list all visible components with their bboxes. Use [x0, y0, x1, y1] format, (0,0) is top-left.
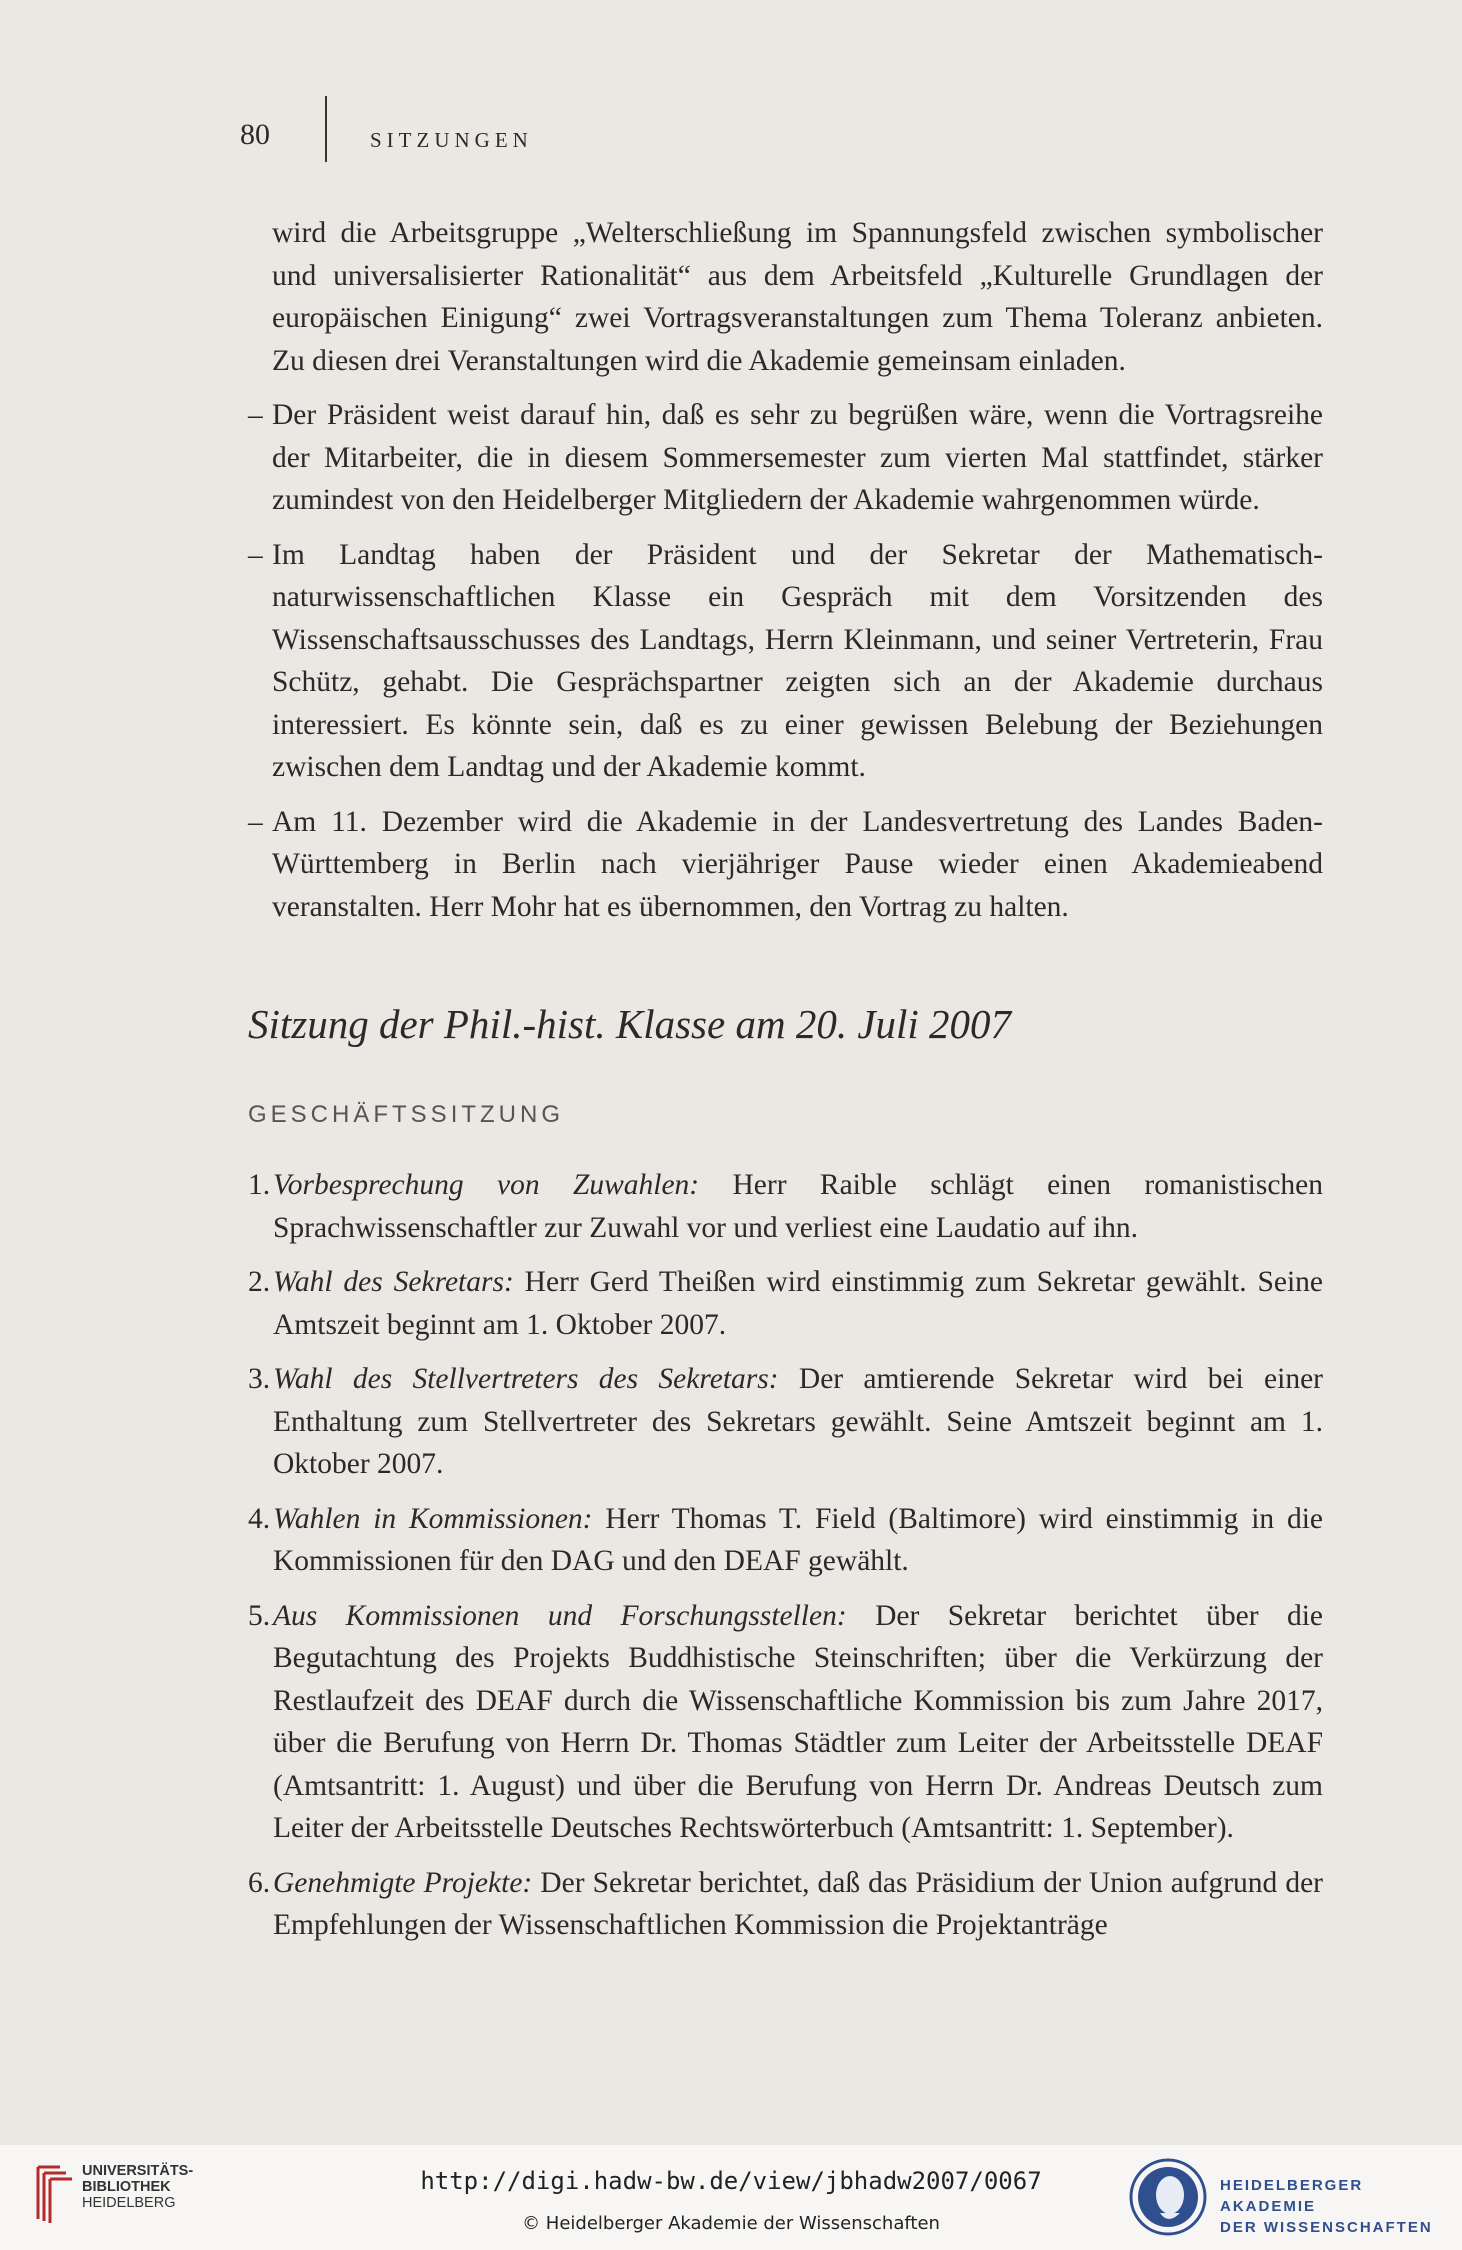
list-item-text: Am 11. Dezember wird die Akademie in der Landesvertretung des Landes Baden-Württemberg in Berlin nach vierjähriger Pause wieder einen Akademieabend veranstalten. Herr Mohr hat es übernommen, den Vortrag zu halten.: [272, 805, 1323, 923]
item-text: Herr Raible schlägt einen romanistischen Sprachwissenschaftler zur Zuwahl vor und verliest eine Laudatio auf ihn.: [273, 1169, 1324, 1244]
list-item-text: Im Landtag haben der Präsident und der Sekretar der Mathematisch-naturwissenschaftlichen Klasse ein Gespräch mit dem Vorsitzenden des Wissenschaftsausschusses des Landtags, Herrn Kleinmann, und seiner Vertreterin, Frau Schütz, gehabt. Die Gesprächspartner zeigten sich an der Akademie durchaus interessiert. Es könnte sein, daß es zu einer gewissen Belebung der Beziehungen zwischen dem Landtag und der Akademie kommt.: [272, 538, 1323, 783]
continuation-paragraph: wird die Arbeitsgruppe „Welterschließung im Spannungsfeld zwischen symbolischer und universalisierter Rationalität“ aus dem Arbeitsfeld „Kulturelle Grundlagen der europäischen Einigung“ zwei Vortragsveranstaltungen zum Thema Toleranz anbieten. Zu diesen drei Veranstaltungen wird die Akademie gemeinsam einladen.: [272, 217, 1323, 377]
list-item-text: Der Präsident weist darauf hin, daß es sehr zu begrüßen wäre, wenn die Vortragsreihe der Mitarbeiter, die in diesem Sommersemester zum vierten Mal stattfindet, stärker zumindest von den Heidelberger Mitgliedern der Akademie wahrgenommen würde.: [272, 399, 1323, 516]
list-item: [248, 801, 1323, 929]
numbered-item: [248, 1498, 1323, 1583]
numbered-item: [248, 1358, 1323, 1486]
section-title: Sitzung der Phil.-hist. Klasse am 20. Juli 2007: [248, 1001, 1012, 1047]
sub-heading: GESCHÄFTSSITZUNG: [248, 1101, 565, 1128]
dash-marker: –: [248, 399, 263, 431]
item-text: Der Sekretar berichtet, daß das Präsidium der Union aufgrund der Empfehlungen der Wissenschaftlichen Kommission die Projektanträge: [273, 1866, 1323, 1941]
item-text: Herr Thomas T. Field (Baltimore) wird einstimmig in die Kommissionen für den DAG und den DEAF gewählt.: [273, 1502, 1324, 1577]
item-number: 3.: [248, 1363, 271, 1395]
item-title: Wahlen in Kommissionen:: [273, 1502, 593, 1535]
numbered-item: [248, 1164, 1323, 1249]
numbered-item: [248, 1595, 1323, 1850]
item-text: Der amtierende Sekretar wird bei einer Enthaltung zum Stellvertreter des Sekretars gewählt. Seine Amtszeit beginnt am 1. Oktober 2007.: [273, 1363, 1324, 1480]
item-number: 1.: [248, 1169, 271, 1201]
item-text: Der Sekretar berichtet über die Begutachtung des Projekts Buddhistische Steinschriften; über die Verkürzung der Restlaufzeit des DEAF durch die Wissenschaftliche Kommission bis zum Jahre 2017, über die Berufung von Herrn Dr. Thomas Städtler zum Leiter der Arbeitsstelle DEAF (Amtsantritt: 1. August) und über die Berufung von Herrn Dr. Andreas Deutsch zum Leiter der Arbeitsstelle Deutsches Rechtswörterbuch (Amtsantritt: 1. September).: [273, 1599, 1323, 1844]
header-divider: [325, 96, 327, 162]
item-title: Vorbesprechung von Zuwahlen:: [273, 1169, 700, 1201]
list-item: [248, 534, 1323, 789]
item-text: Herr Gerd Theißen wird einstimmig zum Sekretar gewählt. Seine Amtszeit beginnt am 1. Oktober 2007.: [273, 1266, 1323, 1341]
dash-marker: –: [248, 805, 263, 838]
footer-bar: [0, 2145, 1462, 2250]
item-title: Wahl des Sekretars:: [273, 1266, 514, 1298]
list-item: [248, 394, 1323, 522]
academy-name: HEIDELBERGER AKADEMIE DER WISSENSCHAFTEN: [1220, 2177, 1433, 2236]
dash-marker: –: [248, 538, 263, 571]
item-number: 4.: [248, 1502, 271, 1535]
item-title: Aus Kommissionen und Forschungsstellen:: [273, 1599, 847, 1632]
item-number: 2.: [248, 1266, 271, 1298]
source-url-link[interactable]: http://digi.hadw-bw.de/view/jbhadw2007/0067: [420, 2167, 1042, 2195]
text-block-top: [248, 212, 1323, 940]
university-library-name: UNIVERSITÄTS- BIBLIOTHEK HEIDELBERG: [82, 2163, 194, 2211]
numbered-item: [248, 1862, 1323, 1947]
item-title: Wahl des Stellvertreters des Sekretars:: [273, 1363, 779, 1395]
item-number: 5.: [248, 1599, 271, 1632]
running-title: SITZUNGEN: [370, 128, 533, 152]
copyright-notice: © Heidelberger Akademie der Wissenschaften: [522, 2213, 940, 2234]
numbered-list: [248, 1164, 1323, 1959]
page-number: 80: [240, 118, 270, 151]
item-number: 6.: [248, 1866, 271, 1899]
numbered-item: [248, 1261, 1323, 1346]
running-header: [0, 118, 1462, 158]
item-title: Genehmigte Projekte:: [273, 1866, 533, 1899]
academy-seal-icon: [1128, 2157, 1208, 2237]
